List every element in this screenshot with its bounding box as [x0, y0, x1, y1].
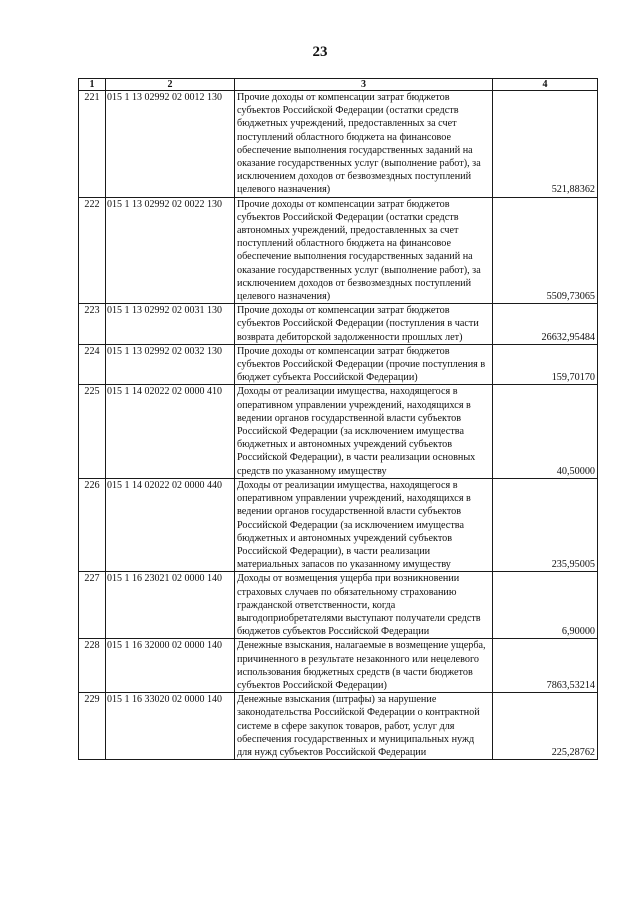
row-number: 221 [79, 91, 106, 198]
income-description: Прочие доходы от компенсации затрат бюджетов субъектов Российской Федерации (поступления в части возврата дебиторской задолженности прошлых лет) [235, 304, 493, 345]
budget-code: 015 1 16 33020 02 0000 140 [106, 693, 235, 760]
row-number: 228 [79, 639, 106, 693]
income-description: Доходы от возмещения ущерба при возникновении страховых случаев по обязательному страхованию гражданской ответственности, когда выгодоприобретателями выступают получатели средств бюджетов субъектов Российской Федерации [235, 572, 493, 639]
income-description: Денежные взыскания (штрафы) за нарушение законодательства Российской Федерации о контрактной системе в сфере закупок товаров, работ, услуг для обеспечения государственных и муниципальных нужд для нужд субъектов Российской Федерации [235, 693, 493, 760]
income-description: Прочие доходы от компенсации затрат бюджетов субъектов Российской Федерации (прочие поступления в бюджет субъекта Российской Федерации) [235, 344, 493, 385]
table-row [79, 478, 598, 571]
page-number: 23 [312, 44, 328, 60]
amount: 26632,95484 [493, 304, 598, 345]
table-row [79, 639, 598, 693]
budget-code: 015 1 13 02992 02 0032 130 [106, 344, 235, 385]
amount: 521,88362 [493, 91, 598, 198]
budget-code: 015 1 13 02992 02 0022 130 [106, 197, 235, 304]
table-row [79, 304, 598, 345]
amount: 6,90000 [493, 572, 598, 639]
budget-code: 015 1 13 02992 02 0031 130 [106, 304, 235, 345]
row-number: 226 [79, 478, 106, 571]
row-number: 227 [79, 572, 106, 639]
amount: 159,70170 [493, 344, 598, 385]
income-description: Прочие доходы от компенсации затрат бюджетов субъектов Российской Федерации (остатки средств автономных учреждений, предоставленных за счет поступлений областного бюджета на финансовое обеспечение выполнения государственных заданий на оказание государственных услуг (выполнение работ), за исключением доходов от безвозмездных поступлений целевого назначения) [235, 197, 493, 304]
amount: 7863,53214 [493, 639, 598, 693]
table-row [79, 385, 598, 478]
table-row [79, 344, 598, 385]
budget-code: 015 1 14 02022 02 0000 410 [106, 385, 235, 478]
table-row [79, 693, 598, 760]
amount: 40,50000 [493, 385, 598, 478]
column-header-3: 3 [235, 79, 493, 91]
revenue-table [78, 78, 598, 760]
amount: 225,28762 [493, 693, 598, 760]
amount: 235,95005 [493, 478, 598, 571]
row-number: 229 [79, 693, 106, 760]
income-description: Прочие доходы от компенсации затрат бюджетов субъектов Российской Федерации (остатки средств бюджетных учреждений, предоставленных за счет поступлений областного бюджета на финансовое обеспечение выполнения государственных заданий на оказание государственных услуг (выполнение работ), за исключением доходов от безвозмездных поступлений целевого назначения) [235, 91, 493, 198]
table-row [79, 91, 598, 198]
income-description: Доходы от реализации имущества, находящегося в оперативном управлении учреждений, находящихся в ведении органов государственной власти субъектов Российской Федерации (за исключением имущества бюджетных и автономных учреждений субъектов Российской Федерации), в части реализации материальных запасов по указанному имуществу [235, 478, 493, 571]
column-header-2: 2 [106, 79, 235, 91]
row-number: 223 [79, 304, 106, 345]
table-row [79, 572, 598, 639]
table-row [79, 197, 598, 304]
budget-code: 015 1 16 32000 02 0000 140 [106, 639, 235, 693]
amount: 5509,73065 [493, 197, 598, 304]
header-row [79, 79, 598, 91]
budget-code: 015 1 16 23021 02 0000 140 [106, 572, 235, 639]
row-number: 224 [79, 344, 106, 385]
budget-code: 015 1 14 02022 02 0000 440 [106, 478, 235, 571]
row-number: 225 [79, 385, 106, 478]
column-header-4: 4 [493, 79, 598, 91]
budget-code: 015 1 13 02992 02 0012 130 [106, 91, 235, 198]
income-description: Денежные взыскания, налагаемые в возмещение ущерба, причиненного в результате незаконного или нецелевого использования бюджетных средств (в части бюджетов субъектов Российской Федерации) [235, 639, 493, 693]
column-header-1: 1 [79, 79, 106, 91]
row-number: 222 [79, 197, 106, 304]
income-description: Доходы от реализации имущества, находящегося в оперативном управлении учреждений, находящихся в ведении органов государственной власти субъектов Российской Федерации (за исключением имущества бюджетных и автономных учреждений субъектов Российской Федерации), в части реализации основных средств по указанному имуществу [235, 385, 493, 478]
